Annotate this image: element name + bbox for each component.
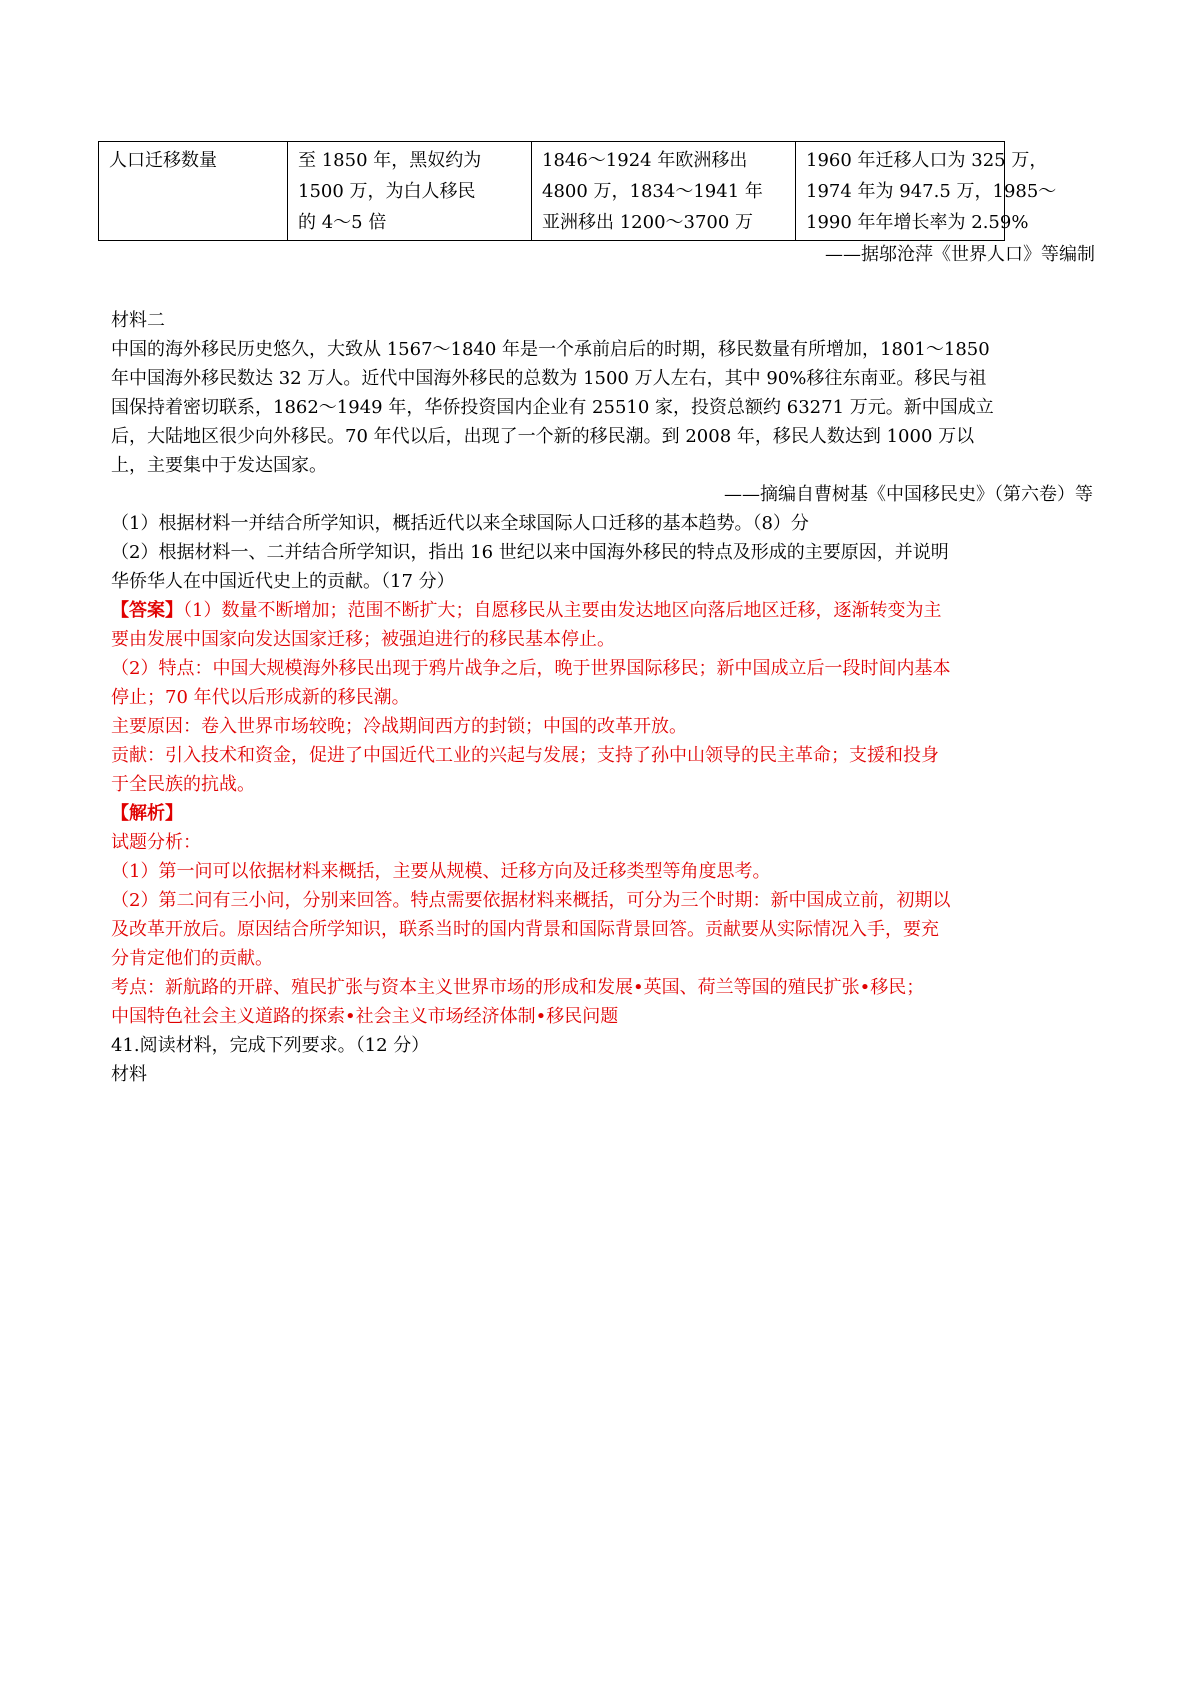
table-row bbox=[99, 142, 1005, 241]
row-label-text: 人口迁移数量 bbox=[109, 150, 217, 171]
material-two-title: 材料二 bbox=[111, 310, 165, 331]
analysis-tag: 【解析】 bbox=[111, 803, 183, 824]
document-body bbox=[111, 306, 1093, 1089]
question-line: （1）根据材料一并结合所学知识，概括近代以来全球国际人口迁移的基本趋势。（8）分 bbox=[111, 513, 809, 534]
material-two-line: 国保持着密切联系，1862～1949 年，华侨投资国内企业有 25510 家，投资总额约 63271 万元。新中国成立 bbox=[111, 397, 994, 418]
answer-text: （1）数量不断增加；范围不断扩大；自愿移民从主要由发达地区向落后地区迁移，逐渐转变为主 bbox=[183, 600, 942, 621]
answer-line-first bbox=[111, 596, 1093, 625]
analysis-line: 中国特色社会主义道路的探索•社会主义市场经济体制•移民问题 bbox=[111, 1006, 619, 1027]
material-two-line: 年中国海外移民数达 32 万人。近代中国海外移民的总数为 1500 万人左右，其中 90%移往东南亚。移民与祖 bbox=[111, 368, 987, 389]
table-cell-modern bbox=[796, 142, 1057, 241]
analysis-line: 分肯定他们的贡献。 bbox=[111, 948, 273, 969]
table-cell-slave-trade bbox=[288, 142, 532, 241]
analysis-tag-line bbox=[111, 799, 1093, 828]
analysis-line: 及改革开放后。原因结合所学知识，联系当时的国内背景和国际背景回答。贡献要从实际情况入手，要充 bbox=[111, 919, 939, 940]
cell-line: 1500 万，为白人移民 bbox=[298, 181, 476, 202]
cell-line: 1960 年迁移人口为 325 万， bbox=[806, 150, 1048, 171]
cell-line: 1846～1924 年欧洲移出 bbox=[542, 150, 748, 171]
cell-line: 1974 年为 947.5 万，1985～ bbox=[806, 181, 1057, 202]
answer-tag: 【答案】 bbox=[111, 600, 183, 621]
analysis-heading: 试题分析： bbox=[111, 832, 201, 853]
cell-line: 亚洲移出 1200～3700 万 bbox=[542, 212, 754, 233]
table-source-citation: ——据邬沧萍《世界人口》等编制 bbox=[825, 244, 1095, 265]
cell-line: 1990 年年增长率为 2.59% bbox=[806, 212, 1029, 233]
material-two-line: 上，主要集中于发达国家。 bbox=[111, 455, 327, 476]
material-two-line: 后，大陆地区很少向外移民。70 年代以后，出现了一个新的移民潮。到 2008 年，移民人数达到 1000 万以 bbox=[111, 426, 975, 447]
cell-line: 至 1850 年，黑奴约为 bbox=[298, 150, 482, 171]
analysis-line: 考点：新航路的开辟、殖民扩张与资本主义世界市场的形成和发展•英国、荷兰等国的殖民扩张•移民； bbox=[111, 977, 925, 998]
cell-line: 的 4～5 倍 bbox=[298, 212, 387, 233]
analysis-line: （1）第一问可以依据材料来概括，主要从规模、迁移方向及迁移类型等角度思考。 bbox=[111, 861, 771, 882]
answer-line: （2）特点：中国大规模海外移民出现于鸦片战争之后，晚于世界国际移民；新中国成立后一段时间内基本 bbox=[111, 658, 951, 679]
migration-table bbox=[98, 141, 1057, 241]
material-two-source: ——摘编自曹树基《中国移民史》（第六卷）等 bbox=[724, 484, 1093, 505]
answer-line: 要由发展中国家向发达国家迁移；被强迫进行的移民基本停止。 bbox=[111, 629, 615, 650]
question-41-title: 41.阅读材料，完成下列要求。（12 分） bbox=[111, 1035, 430, 1056]
cell-line: 4800 万，1834～1941 年 bbox=[542, 181, 763, 202]
question-line: （2）根据材料一、二并结合所学知识，指出 16 世纪以来中国海外移民的特点及形成的主要原因，并说明 bbox=[111, 542, 949, 563]
answer-line: 停止；70 年代以后形成新的移民潮。 bbox=[111, 687, 410, 708]
table-cell-europe-asia bbox=[532, 142, 796, 241]
question-41-material: 材料 bbox=[111, 1064, 147, 1085]
material-two-line: 中国的海外移民历史悠久，大致从 1567～1840 年是一个承前启后的时期，移民数量有所增加，1801～1850 bbox=[111, 339, 990, 360]
answer-line: 主要原因：卷入世界市场较晚；冷战期间西方的封锁；中国的改革开放。 bbox=[111, 716, 687, 737]
answer-line: 贡献：引入技术和资金，促进了中国近代工业的兴起与发展；支持了孙中山领导的民主革命；支援和投身 bbox=[111, 745, 939, 766]
analysis-line: （2）第二问有三小问，分别来回答。特点需要依据材料来概括，可分为三个时期：新中国成立前，初期以 bbox=[111, 890, 951, 911]
question-line: 华侨华人在中国近代史上的贡献。（17 分） bbox=[111, 571, 455, 592]
answer-line: 于全民族的抗战。 bbox=[111, 774, 255, 795]
table-row-label bbox=[99, 142, 288, 241]
